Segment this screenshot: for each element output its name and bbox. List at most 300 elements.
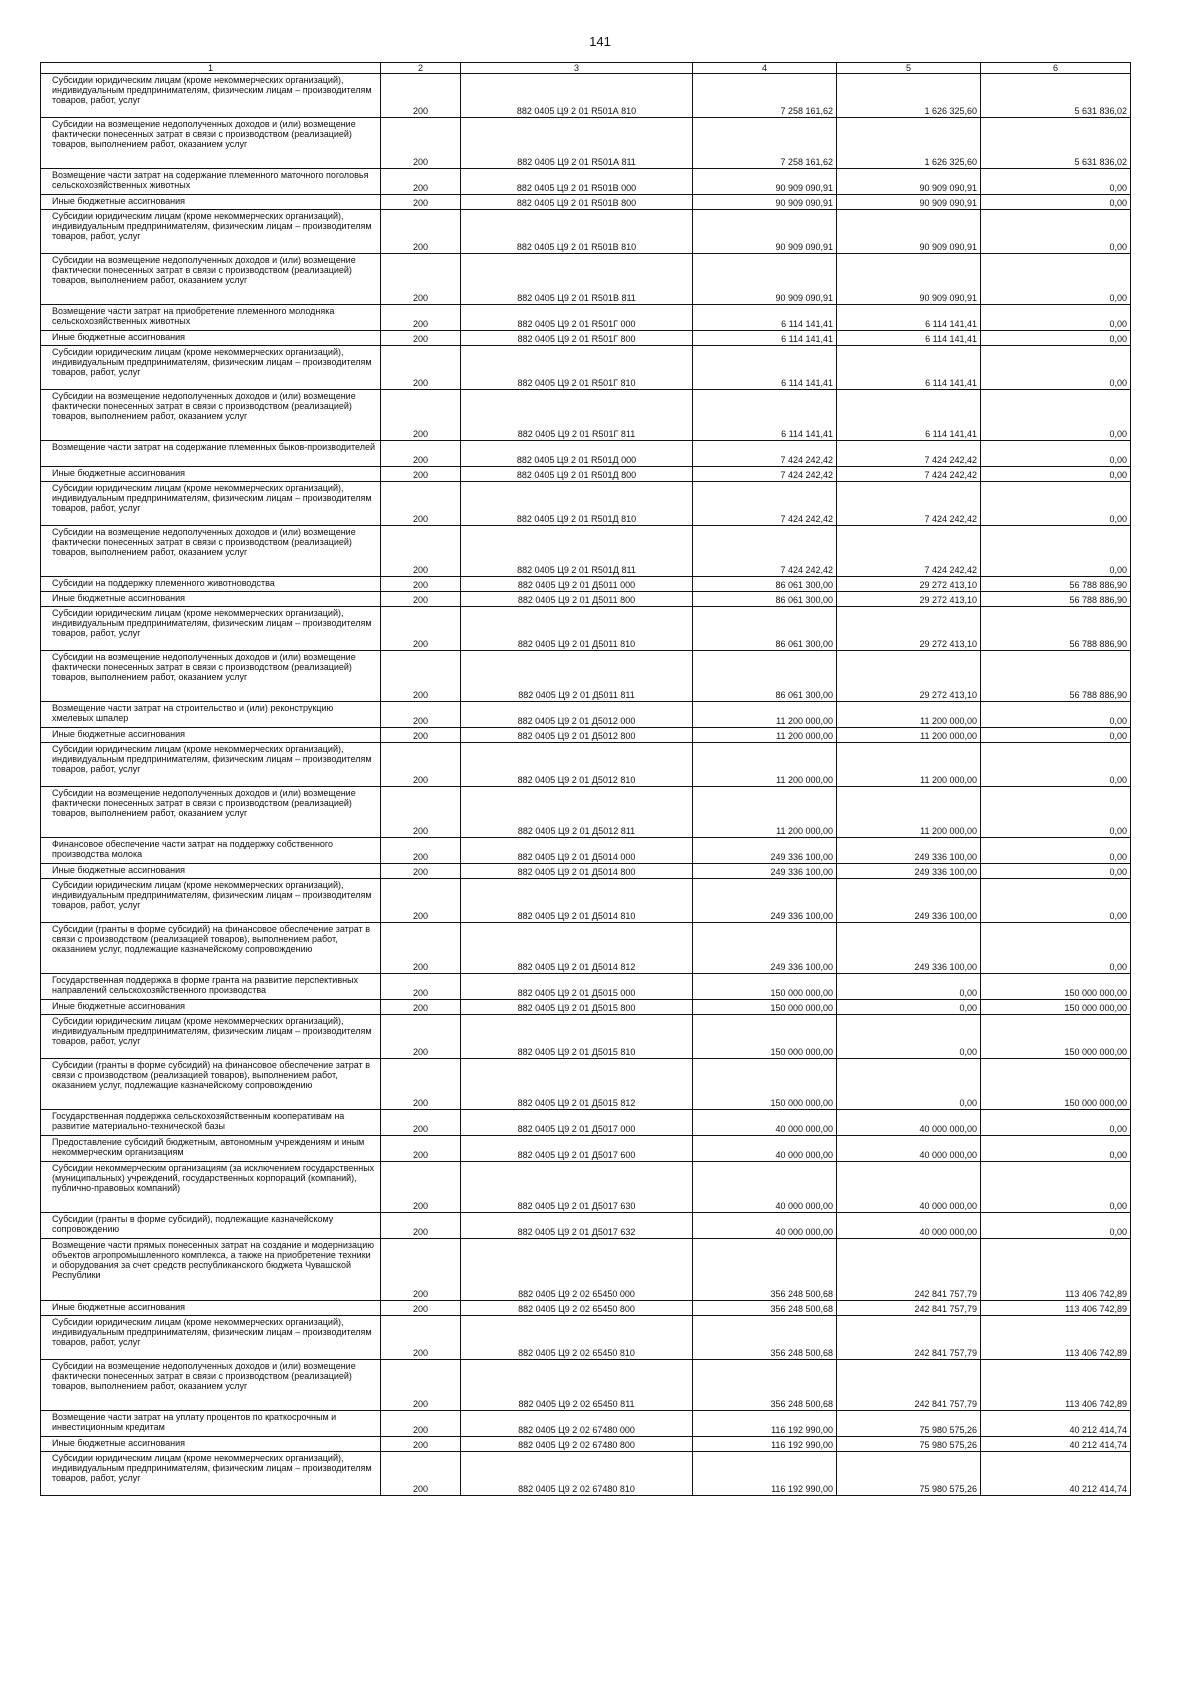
row-admin-code: 200 bbox=[381, 838, 461, 864]
row-executed-amount: 0,00 bbox=[837, 1015, 981, 1059]
row-plan-amount: 7 424 242,42 bbox=[693, 482, 837, 526]
row-description bbox=[41, 305, 381, 331]
row-admin-code: 200 bbox=[381, 1301, 461, 1316]
row-description bbox=[41, 1360, 381, 1411]
row-admin-code: 200 bbox=[381, 331, 461, 346]
table-row bbox=[41, 441, 1131, 467]
row-description bbox=[41, 607, 381, 651]
row-admin-code: 200 bbox=[381, 482, 461, 526]
row-remaining-amount: 0,00 bbox=[981, 864, 1131, 879]
row-description-text: Возмещение части затрат на строительство и (или) реконструкцию хмелевых шпалер bbox=[52, 703, 334, 723]
row-remaining-amount: 150 000 000,00 bbox=[981, 1000, 1131, 1015]
row-remaining-amount: 0,00 bbox=[981, 1213, 1131, 1239]
row-budget-code: 882 0405 Ц9 2 01 R501В 800 bbox=[461, 195, 693, 210]
row-admin-code: 200 bbox=[381, 195, 461, 210]
row-description bbox=[41, 1437, 381, 1452]
row-executed-amount: 6 114 141,41 bbox=[837, 346, 981, 390]
row-plan-amount: 356 248 500,68 bbox=[693, 1316, 837, 1360]
row-remaining-amount: 0,00 bbox=[981, 467, 1131, 482]
table-body bbox=[41, 74, 1131, 1496]
row-description bbox=[41, 1316, 381, 1360]
table-row bbox=[41, 651, 1131, 702]
row-description-text: Субсидии на возмещение недополученных доходов и (или) возмещение фактически понесенных затрат в связи с производством (реализацией) товаров, выполнением работ, оказанием услуг bbox=[52, 788, 356, 818]
row-description-text: Субсидии (гранты в форме субсидий) на финансовое обеспечение затрат в связи с производством (реализацией товаров), выполнением работ, оказанием услуг, подлежащие казначейскому сопровождению bbox=[52, 924, 370, 954]
column-header: 6 bbox=[981, 63, 1131, 74]
table-row bbox=[41, 864, 1131, 879]
row-admin-code: 200 bbox=[381, 526, 461, 577]
row-description-text: Иные бюджетные ассигнования bbox=[52, 1302, 186, 1312]
row-budget-code: 882 0405 Ц9 2 01 Д5014 812 bbox=[461, 923, 693, 974]
row-description bbox=[41, 592, 381, 607]
row-description-text: Иные бюджетные ассигнования bbox=[52, 593, 186, 603]
row-description bbox=[41, 787, 381, 838]
table-row bbox=[41, 346, 1131, 390]
row-remaining-amount: 0,00 bbox=[981, 482, 1131, 526]
row-executed-amount: 40 000 000,00 bbox=[837, 1213, 981, 1239]
row-remaining-amount: 56 788 886,90 bbox=[981, 577, 1131, 592]
row-admin-code: 200 bbox=[381, 879, 461, 923]
row-executed-amount: 90 909 090,91 bbox=[837, 210, 981, 254]
row-remaining-amount: 113 406 742,89 bbox=[981, 1316, 1131, 1360]
row-executed-amount: 249 336 100,00 bbox=[837, 864, 981, 879]
row-plan-amount: 6 114 141,41 bbox=[693, 346, 837, 390]
row-description bbox=[41, 728, 381, 743]
row-admin-code: 200 bbox=[381, 1437, 461, 1452]
table-row bbox=[41, 592, 1131, 607]
table-row bbox=[41, 577, 1131, 592]
row-description-text: Субсидии юридическим лицам (кроме некоммерческих организаций), индивидуальным предпринимателям, физическим лицам – производителям товаров, работ, услуг bbox=[52, 744, 372, 774]
row-budget-code: 882 0405 Ц9 2 01 Д5012 800 bbox=[461, 728, 693, 743]
row-remaining-amount: 0,00 bbox=[981, 1136, 1131, 1162]
row-plan-amount: 356 248 500,68 bbox=[693, 1239, 837, 1301]
row-plan-amount: 86 061 300,00 bbox=[693, 577, 837, 592]
row-admin-code: 200 bbox=[381, 346, 461, 390]
row-executed-amount: 11 200 000,00 bbox=[837, 702, 981, 728]
row-description bbox=[41, 1059, 381, 1110]
column-header: 2 bbox=[381, 63, 461, 74]
table-row bbox=[41, 254, 1131, 305]
table-row bbox=[41, 787, 1131, 838]
table-header-row bbox=[41, 63, 1131, 74]
row-remaining-amount: 0,00 bbox=[981, 1110, 1131, 1136]
row-remaining-amount: 0,00 bbox=[981, 331, 1131, 346]
row-admin-code: 200 bbox=[381, 1162, 461, 1213]
row-plan-amount: 249 336 100,00 bbox=[693, 879, 837, 923]
row-description bbox=[41, 195, 381, 210]
row-plan-amount: 40 000 000,00 bbox=[693, 1136, 837, 1162]
row-plan-amount: 7 424 242,42 bbox=[693, 526, 837, 577]
table-row bbox=[41, 1213, 1131, 1239]
row-plan-amount: 356 248 500,68 bbox=[693, 1360, 837, 1411]
row-description-text: Субсидии юридическим лицам (кроме некоммерческих организаций), индивидуальным предпринимателям, физическим лицам – производителям товаров, работ, услуг bbox=[52, 211, 372, 241]
row-plan-amount: 150 000 000,00 bbox=[693, 1015, 837, 1059]
row-description bbox=[41, 743, 381, 787]
table-row bbox=[41, 1301, 1131, 1316]
row-executed-amount: 0,00 bbox=[837, 1000, 981, 1015]
row-budget-code: 882 0405 Ц9 2 01 R501Д 000 bbox=[461, 441, 693, 467]
row-budget-code: 882 0405 Ц9 2 01 R501В 000 bbox=[461, 169, 693, 195]
row-description bbox=[41, 879, 381, 923]
row-description bbox=[41, 1301, 381, 1316]
row-description bbox=[41, 864, 381, 879]
row-budget-code: 882 0405 Ц9 2 02 67480 810 bbox=[461, 1452, 693, 1496]
row-admin-code: 200 bbox=[381, 592, 461, 607]
row-budget-code: 882 0405 Ц9 2 02 65450 800 bbox=[461, 1301, 693, 1316]
table-row bbox=[41, 1437, 1131, 1452]
row-admin-code: 200 bbox=[381, 467, 461, 482]
table-row bbox=[41, 467, 1131, 482]
table-row bbox=[41, 526, 1131, 577]
table-row bbox=[41, 1162, 1131, 1213]
row-executed-amount: 7 424 242,42 bbox=[837, 482, 981, 526]
row-description bbox=[41, 838, 381, 864]
row-remaining-amount: 0,00 bbox=[981, 305, 1131, 331]
row-description-text: Иные бюджетные ассигнования bbox=[52, 196, 186, 206]
row-plan-amount: 86 061 300,00 bbox=[693, 592, 837, 607]
row-budget-code: 882 0405 Ц9 2 01 Д5011 810 bbox=[461, 607, 693, 651]
row-remaining-amount: 0,00 bbox=[981, 169, 1131, 195]
row-description bbox=[41, 1136, 381, 1162]
table-row bbox=[41, 74, 1131, 118]
row-description bbox=[41, 482, 381, 526]
row-plan-amount: 6 114 141,41 bbox=[693, 305, 837, 331]
row-plan-amount: 90 909 090,91 bbox=[693, 195, 837, 210]
row-plan-amount: 249 336 100,00 bbox=[693, 923, 837, 974]
row-description bbox=[41, 1015, 381, 1059]
row-plan-amount: 40 000 000,00 bbox=[693, 1213, 837, 1239]
row-budget-code: 882 0405 Ц9 2 01 R501А 811 bbox=[461, 118, 693, 169]
row-remaining-amount: 40 212 414,74 bbox=[981, 1411, 1131, 1437]
row-admin-code: 200 bbox=[381, 390, 461, 441]
row-description-text: Государственная поддержка сельскохозяйственным кооперативам на развитие материально-технической базы bbox=[52, 1111, 345, 1131]
row-remaining-amount: 0,00 bbox=[981, 441, 1131, 467]
row-remaining-amount: 0,00 bbox=[981, 879, 1131, 923]
row-description-text: Предоставление субсидий бюджетным, автономным учреждениям и иным некоммерческим организациям bbox=[52, 1137, 365, 1157]
row-budget-code: 882 0405 Ц9 2 01 R501Г 811 bbox=[461, 390, 693, 441]
row-budget-code: 882 0405 Ц9 2 01 Д5012 811 bbox=[461, 787, 693, 838]
table-row bbox=[41, 1316, 1131, 1360]
row-description bbox=[41, 254, 381, 305]
row-remaining-amount: 150 000 000,00 bbox=[981, 974, 1131, 1000]
row-plan-amount: 40 000 000,00 bbox=[693, 1162, 837, 1213]
row-remaining-amount: 0,00 bbox=[981, 923, 1131, 974]
row-remaining-amount: 150 000 000,00 bbox=[981, 1059, 1131, 1110]
row-budget-code: 882 0405 Ц9 2 01 R501Д 811 bbox=[461, 526, 693, 577]
table-row bbox=[41, 1452, 1131, 1496]
row-admin-code: 200 bbox=[381, 787, 461, 838]
column-header: 5 bbox=[837, 63, 981, 74]
row-executed-amount: 40 000 000,00 bbox=[837, 1110, 981, 1136]
row-budget-code: 882 0405 Ц9 2 01 R501В 810 bbox=[461, 210, 693, 254]
table-row bbox=[41, 390, 1131, 441]
row-executed-amount: 1 626 325,60 bbox=[837, 118, 981, 169]
row-executed-amount: 242 841 757,79 bbox=[837, 1316, 981, 1360]
row-executed-amount: 0,00 bbox=[837, 1059, 981, 1110]
row-admin-code: 200 bbox=[381, 254, 461, 305]
row-executed-amount: 90 909 090,91 bbox=[837, 254, 981, 305]
row-executed-amount: 29 272 413,10 bbox=[837, 651, 981, 702]
row-plan-amount: 90 909 090,91 bbox=[693, 254, 837, 305]
row-description bbox=[41, 1162, 381, 1213]
row-admin-code: 200 bbox=[381, 923, 461, 974]
row-description-text: Субсидии на возмещение недополученных доходов и (или) возмещение фактически понесенных затрат в связи с производством (реализацией) товаров, выполнением работ, оказанием услуг bbox=[52, 255, 356, 285]
row-description bbox=[41, 923, 381, 974]
table-row bbox=[41, 1015, 1131, 1059]
row-description-text: Субсидии на возмещение недополученных доходов и (или) возмещение фактически понесенных затрат в связи с производством (реализацией) товаров, выполнением работ, оказанием услуг bbox=[52, 391, 356, 421]
row-plan-amount: 11 200 000,00 bbox=[693, 743, 837, 787]
row-executed-amount: 11 200 000,00 bbox=[837, 728, 981, 743]
row-remaining-amount: 150 000 000,00 bbox=[981, 1015, 1131, 1059]
row-admin-code: 200 bbox=[381, 118, 461, 169]
row-description-text: Финансовое обеспечение части затрат на поддержку собственного производства молока bbox=[52, 839, 334, 859]
row-plan-amount: 116 192 990,00 bbox=[693, 1452, 837, 1496]
row-executed-amount: 29 272 413,10 bbox=[837, 607, 981, 651]
table-row bbox=[41, 331, 1131, 346]
row-remaining-amount: 0,00 bbox=[981, 702, 1131, 728]
table-row bbox=[41, 195, 1131, 210]
row-description-text: Субсидии юридическим лицам (кроме некоммерческих организаций), индивидуальным предпринимателям, физическим лицам – производителям товаров, работ, услуг bbox=[52, 608, 372, 638]
row-executed-amount: 6 114 141,41 bbox=[837, 331, 981, 346]
row-executed-amount: 40 000 000,00 bbox=[837, 1136, 981, 1162]
row-budget-code: 882 0405 Ц9 2 02 65450 810 bbox=[461, 1316, 693, 1360]
row-executed-amount: 0,00 bbox=[837, 974, 981, 1000]
row-admin-code: 200 bbox=[381, 728, 461, 743]
row-budget-code: 882 0405 Ц9 2 02 65450 000 bbox=[461, 1239, 693, 1301]
row-description bbox=[41, 974, 381, 1000]
budget-table bbox=[40, 62, 1131, 1496]
row-plan-amount: 116 192 990,00 bbox=[693, 1411, 837, 1437]
row-remaining-amount: 0,00 bbox=[981, 787, 1131, 838]
row-description-text: Субсидии юридическим лицам (кроме некоммерческих организаций), индивидуальным предпринимателям, физическим лицам – производителям товаров, работ, услуг bbox=[52, 75, 372, 105]
row-description-text: Государственная поддержка в форме гранта на развитие перспективных направлений сельскохозяйственного производства bbox=[52, 975, 359, 995]
row-remaining-amount: 0,00 bbox=[981, 1162, 1131, 1213]
row-description-text: Возмещение части затрат на содержание племенных быков-производителей bbox=[52, 442, 376, 452]
row-description-text: Субсидии (гранты в форме субсидий), подлежащие казначейскому сопровождению bbox=[52, 1214, 334, 1234]
row-plan-amount: 40 000 000,00 bbox=[693, 1110, 837, 1136]
row-remaining-amount: 0,00 bbox=[981, 390, 1131, 441]
row-description bbox=[41, 390, 381, 441]
table-row bbox=[41, 1136, 1131, 1162]
row-admin-code: 200 bbox=[381, 702, 461, 728]
row-description-text: Возмещение части затрат на уплату процентов по краткосрочным и инвестиционным кредитам bbox=[52, 1412, 337, 1432]
row-executed-amount: 11 200 000,00 bbox=[837, 743, 981, 787]
table-row bbox=[41, 482, 1131, 526]
row-executed-amount: 29 272 413,10 bbox=[837, 577, 981, 592]
row-remaining-amount: 56 788 886,90 bbox=[981, 607, 1131, 651]
row-remaining-amount: 56 788 886,90 bbox=[981, 592, 1131, 607]
row-description-text: Субсидии юридическим лицам (кроме некоммерческих организаций), индивидуальным предпринимателям, физическим лицам – производителям товаров, работ, услуг bbox=[52, 483, 372, 513]
row-budget-code: 882 0405 Ц9 2 01 Д5017 600 bbox=[461, 1136, 693, 1162]
table-row bbox=[41, 607, 1131, 651]
row-description-text: Субсидии (гранты в форме субсидий) на финансовое обеспечение затрат в связи с производством (реализацией товаров), выполнением работ, оказанием услуг, подлежащие казначейскому сопровождению bbox=[52, 1060, 370, 1090]
row-admin-code: 200 bbox=[381, 577, 461, 592]
row-executed-amount: 90 909 090,91 bbox=[837, 169, 981, 195]
table-row bbox=[41, 1411, 1131, 1437]
row-plan-amount: 7 424 242,42 bbox=[693, 441, 837, 467]
row-admin-code: 200 bbox=[381, 1316, 461, 1360]
row-description bbox=[41, 118, 381, 169]
row-description bbox=[41, 1239, 381, 1301]
row-executed-amount: 29 272 413,10 bbox=[837, 592, 981, 607]
table-row bbox=[41, 879, 1131, 923]
row-budget-code: 882 0405 Ц9 2 01 R501Г 000 bbox=[461, 305, 693, 331]
table-row bbox=[41, 1110, 1131, 1136]
row-remaining-amount: 5 631 836,02 bbox=[981, 118, 1131, 169]
row-admin-code: 200 bbox=[381, 1000, 461, 1015]
row-description-text: Субсидии на возмещение недополученных доходов и (или) возмещение фактически понесенных затрат в связи с производством (реализацией) товаров, выполнением работ, оказанием услуг bbox=[52, 527, 356, 557]
table-row bbox=[41, 838, 1131, 864]
row-remaining-amount: 113 406 742,89 bbox=[981, 1239, 1131, 1301]
row-admin-code: 200 bbox=[381, 1239, 461, 1301]
row-remaining-amount: 0,00 bbox=[981, 743, 1131, 787]
row-plan-amount: 150 000 000,00 bbox=[693, 1000, 837, 1015]
row-remaining-amount: 56 788 886,90 bbox=[981, 651, 1131, 702]
row-executed-amount: 7 424 242,42 bbox=[837, 467, 981, 482]
row-budget-code: 882 0405 Ц9 2 01 R501Г 810 bbox=[461, 346, 693, 390]
row-admin-code: 200 bbox=[381, 74, 461, 118]
row-plan-amount: 90 909 090,91 bbox=[693, 210, 837, 254]
page-number: 141 bbox=[589, 34, 611, 49]
row-admin-code: 200 bbox=[381, 1110, 461, 1136]
row-description-text: Возмещение части затрат на приобретение племенного молодняка сельскохозяйственных животных bbox=[52, 306, 335, 326]
row-budget-code: 882 0405 Ц9 2 01 Д5011 811 bbox=[461, 651, 693, 702]
row-admin-code: 200 bbox=[381, 1059, 461, 1110]
row-budget-code: 882 0405 Ц9 2 02 65450 811 bbox=[461, 1360, 693, 1411]
row-budget-code: 882 0405 Ц9 2 01 R501Д 800 bbox=[461, 467, 693, 482]
row-remaining-amount: 113 406 742,89 bbox=[981, 1301, 1131, 1316]
row-description-text: Субсидии некоммерческим организациям (за исключением государственных (муниципальных) учреждений, государственных корпораций (компаний), публично-правовых компаний) bbox=[52, 1163, 375, 1193]
row-description bbox=[41, 577, 381, 592]
row-description bbox=[41, 1000, 381, 1015]
row-budget-code: 882 0405 Ц9 2 01 R501Д 810 bbox=[461, 482, 693, 526]
row-remaining-amount: 0,00 bbox=[981, 838, 1131, 864]
row-budget-code: 882 0405 Ц9 2 01 Д5015 800 bbox=[461, 1000, 693, 1015]
row-executed-amount: 242 841 757,79 bbox=[837, 1360, 981, 1411]
row-admin-code: 200 bbox=[381, 1015, 461, 1059]
row-budget-code: 882 0405 Ц9 2 01 Д5015 812 bbox=[461, 1059, 693, 1110]
row-budget-code: 882 0405 Ц9 2 01 Д5011 000 bbox=[461, 577, 693, 592]
row-remaining-amount: 0,00 bbox=[981, 526, 1131, 577]
row-admin-code: 200 bbox=[381, 607, 461, 651]
table-row bbox=[41, 1239, 1131, 1301]
row-description-text: Субсидии юридическим лицам (кроме некоммерческих организаций), индивидуальным предпринимателям, физическим лицам – производителям товаров, работ, услуг bbox=[52, 1453, 372, 1483]
row-description-text: Иные бюджетные ассигнования bbox=[52, 1438, 186, 1448]
row-budget-code: 882 0405 Ц9 2 01 Д5017 630 bbox=[461, 1162, 693, 1213]
table-row bbox=[41, 743, 1131, 787]
row-description-text: Субсидии на поддержку племенного животноводства bbox=[52, 578, 275, 588]
row-budget-code: 882 0405 Ц9 2 01 Д5017 632 bbox=[461, 1213, 693, 1239]
row-budget-code: 882 0405 Ц9 2 01 R501Г 800 bbox=[461, 331, 693, 346]
row-description bbox=[41, 169, 381, 195]
row-budget-code: 882 0405 Ц9 2 01 Д5014 000 bbox=[461, 838, 693, 864]
column-header: 3 bbox=[461, 63, 693, 74]
row-executed-amount: 75 980 575,26 bbox=[837, 1437, 981, 1452]
row-description bbox=[41, 467, 381, 482]
row-remaining-amount: 113 406 742,89 bbox=[981, 1360, 1131, 1411]
row-budget-code: 882 0405 Ц9 2 01 Д5015 810 bbox=[461, 1015, 693, 1059]
row-budget-code: 882 0405 Ц9 2 01 Д5017 000 bbox=[461, 1110, 693, 1136]
row-executed-amount: 249 336 100,00 bbox=[837, 838, 981, 864]
row-description bbox=[41, 1213, 381, 1239]
row-plan-amount: 249 336 100,00 bbox=[693, 838, 837, 864]
row-admin-code: 200 bbox=[381, 1360, 461, 1411]
row-remaining-amount: 0,00 bbox=[981, 254, 1131, 305]
row-budget-code: 882 0405 Ц9 2 01 Д5012 810 bbox=[461, 743, 693, 787]
row-description-text: Возмещение части затрат на содержание племенного маточного поголовья сельскохозяйственных животных bbox=[52, 170, 369, 190]
row-admin-code: 200 bbox=[381, 169, 461, 195]
row-description-text: Субсидии юридическим лицам (кроме некоммерческих организаций), индивидуальным предпринимателям, физическим лицам – производителям товаров, работ, услуг bbox=[52, 1016, 372, 1046]
row-remaining-amount: 5 631 836,02 bbox=[981, 74, 1131, 118]
row-description-text: Субсидии на возмещение недополученных доходов и (или) возмещение фактически понесенных затрат в связи с производством (реализацией) товаров, выполнением работ, оказанием услуг bbox=[52, 1361, 356, 1391]
row-plan-amount: 249 336 100,00 bbox=[693, 864, 837, 879]
row-description bbox=[41, 526, 381, 577]
row-executed-amount: 242 841 757,79 bbox=[837, 1301, 981, 1316]
row-admin-code: 200 bbox=[381, 974, 461, 1000]
row-plan-amount: 150 000 000,00 bbox=[693, 974, 837, 1000]
table-row bbox=[41, 1360, 1131, 1411]
row-budget-code: 882 0405 Ц9 2 02 67480 000 bbox=[461, 1411, 693, 1437]
table-row bbox=[41, 210, 1131, 254]
row-description bbox=[41, 1110, 381, 1136]
row-remaining-amount: 40 212 414,74 bbox=[981, 1437, 1131, 1452]
row-plan-amount: 11 200 000,00 bbox=[693, 787, 837, 838]
row-executed-amount: 40 000 000,00 bbox=[837, 1162, 981, 1213]
row-admin-code: 200 bbox=[381, 1213, 461, 1239]
row-plan-amount: 11 200 000,00 bbox=[693, 728, 837, 743]
table-row bbox=[41, 923, 1131, 974]
row-description-text: Субсидии на возмещение недополученных доходов и (или) возмещение фактически понесенных затрат в связи с производством (реализацией) товаров, выполнением работ, оказанием услуг bbox=[52, 119, 356, 149]
row-executed-amount: 249 336 100,00 bbox=[837, 923, 981, 974]
table-row bbox=[41, 1059, 1131, 1110]
row-plan-amount: 86 061 300,00 bbox=[693, 607, 837, 651]
row-description-text: Иные бюджетные ассигнования bbox=[52, 865, 186, 875]
row-description bbox=[41, 346, 381, 390]
row-plan-amount: 7 424 242,42 bbox=[693, 467, 837, 482]
table-row bbox=[41, 305, 1131, 331]
row-admin-code: 200 bbox=[381, 1452, 461, 1496]
row-budget-code: 882 0405 Ц9 2 01 Д5015 000 bbox=[461, 974, 693, 1000]
row-plan-amount: 7 258 161,62 bbox=[693, 118, 837, 169]
row-description bbox=[41, 1411, 381, 1437]
row-description-text: Субсидии юридическим лицам (кроме некоммерческих организаций), индивидуальным предпринимателям, физическим лицам – производителям товаров, работ, услуг bbox=[52, 347, 372, 377]
row-executed-amount: 90 909 090,91 bbox=[837, 195, 981, 210]
column-header: 4 bbox=[693, 63, 837, 74]
row-remaining-amount: 40 212 414,74 bbox=[981, 1452, 1131, 1496]
table-row bbox=[41, 702, 1131, 728]
row-plan-amount: 6 114 141,41 bbox=[693, 331, 837, 346]
table-row bbox=[41, 728, 1131, 743]
row-remaining-amount: 0,00 bbox=[981, 210, 1131, 254]
row-executed-amount: 75 980 575,26 bbox=[837, 1452, 981, 1496]
row-budget-code: 882 0405 Ц9 2 02 67480 800 bbox=[461, 1437, 693, 1452]
row-description bbox=[41, 1452, 381, 1496]
row-budget-code: 882 0405 Ц9 2 01 R501В 811 bbox=[461, 254, 693, 305]
row-budget-code: 882 0405 Ц9 2 01 Д5011 800 bbox=[461, 592, 693, 607]
row-plan-amount: 116 192 990,00 bbox=[693, 1437, 837, 1452]
row-budget-code: 882 0405 Ц9 2 01 Д5012 000 bbox=[461, 702, 693, 728]
row-admin-code: 200 bbox=[381, 441, 461, 467]
row-description bbox=[41, 210, 381, 254]
table-row bbox=[41, 974, 1131, 1000]
table-row bbox=[41, 169, 1131, 195]
row-description bbox=[41, 702, 381, 728]
row-budget-code: 882 0405 Ц9 2 01 Д5014 810 bbox=[461, 879, 693, 923]
row-plan-amount: 150 000 000,00 bbox=[693, 1059, 837, 1110]
row-executed-amount: 249 336 100,00 bbox=[837, 879, 981, 923]
row-executed-amount: 242 841 757,79 bbox=[837, 1239, 981, 1301]
row-admin-code: 200 bbox=[381, 1136, 461, 1162]
row-admin-code: 200 bbox=[381, 651, 461, 702]
